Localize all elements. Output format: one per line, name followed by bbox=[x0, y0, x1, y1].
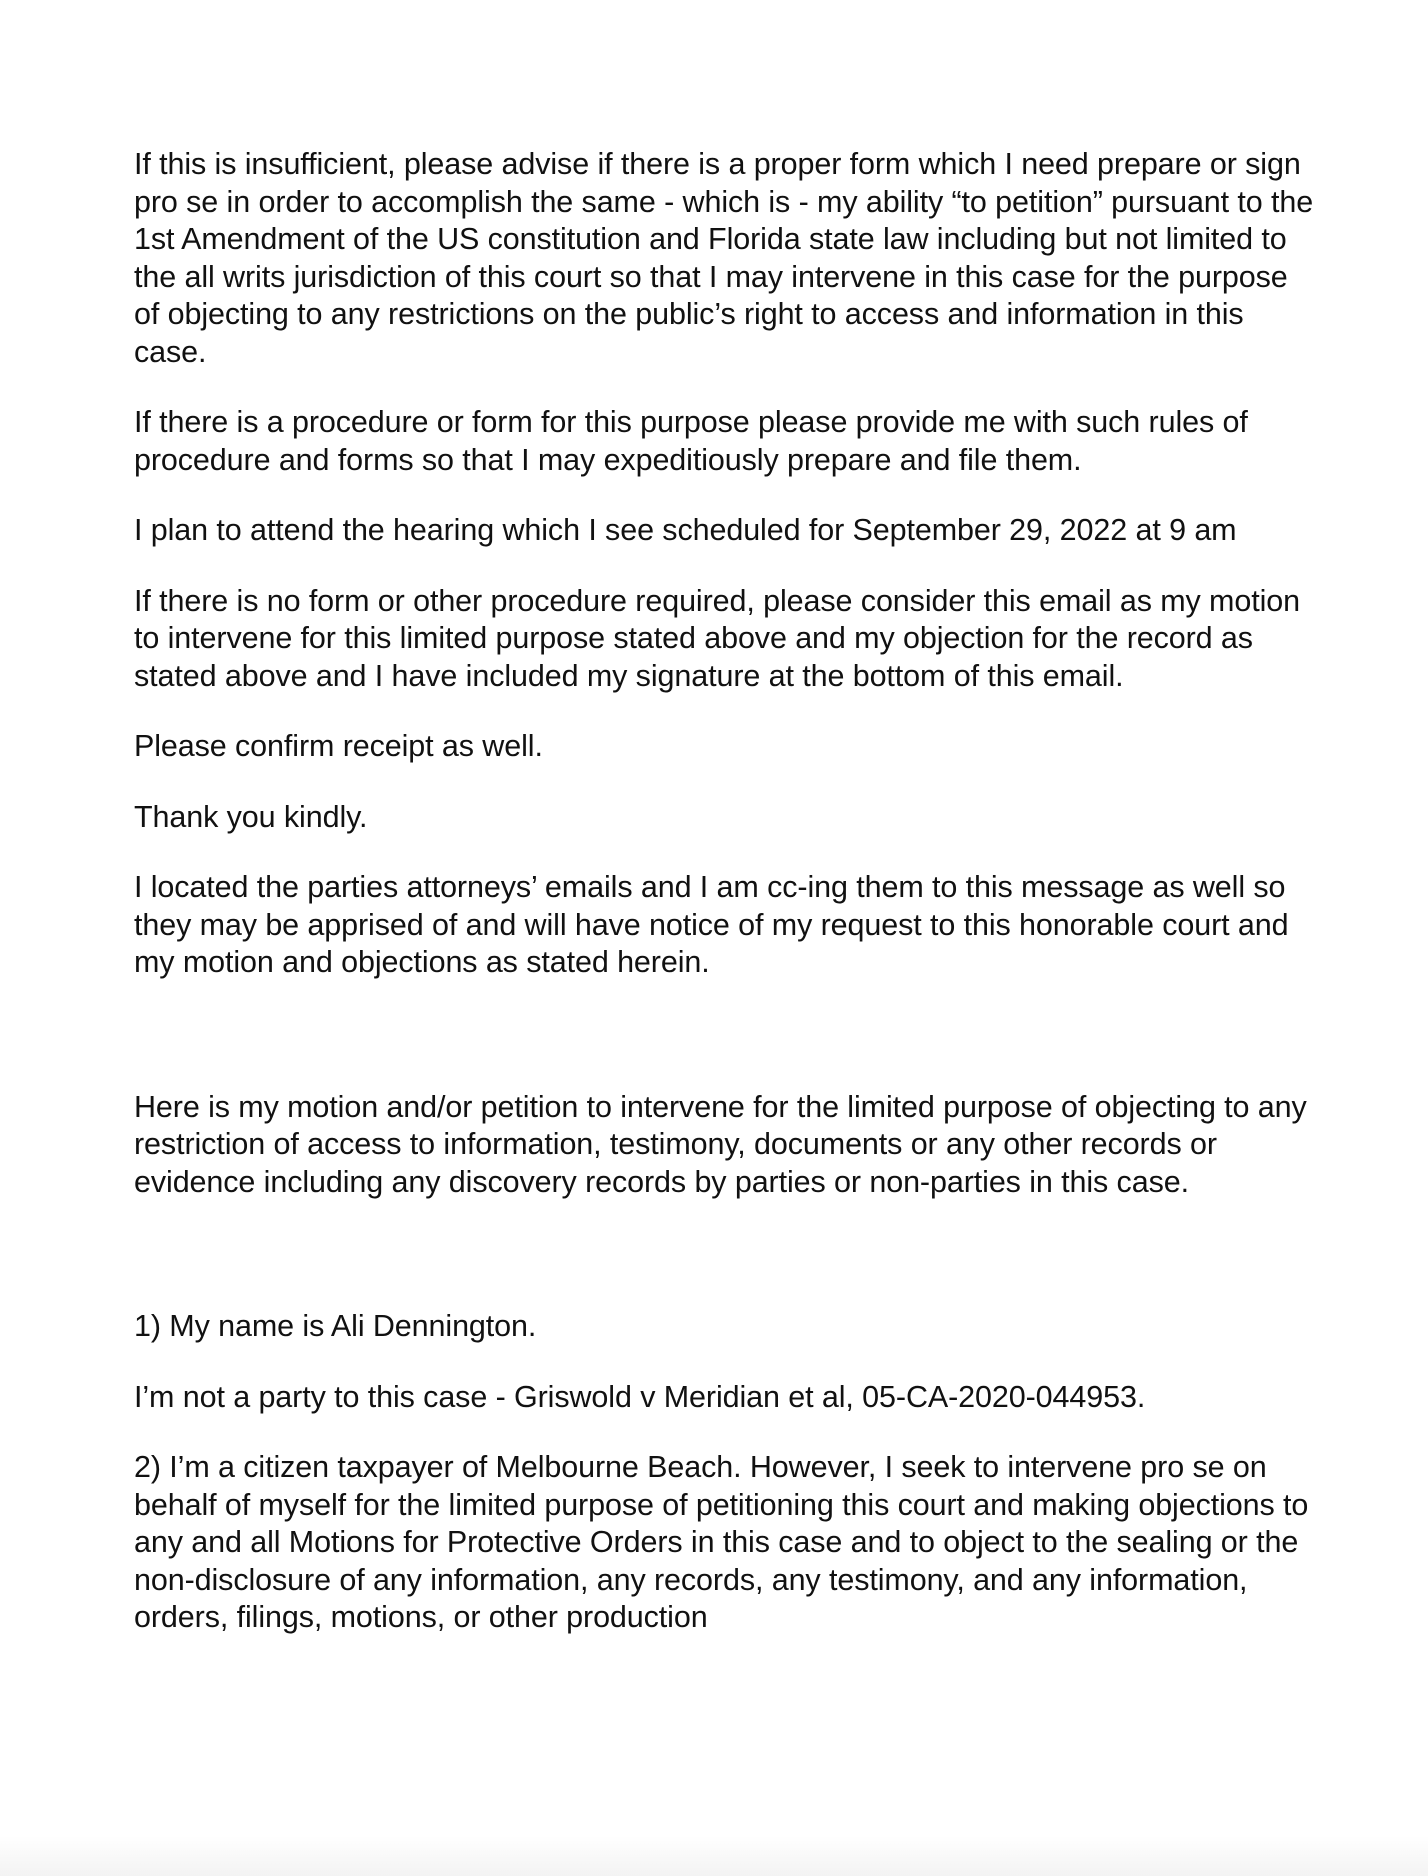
paragraph-cc-attorneys: I located the parties attorneys’ emails and I am cc-ing them to this message as well so they may be apprised of and will have notice of my request to this honorable court and my motion and objections as stated herein. bbox=[134, 870, 1289, 979]
paragraph-item-2-citizen: 2) I’m a citizen taxpayer of Melbourne Beach. However, I seek to intervene pro se on behalf of myself for the limited purpose of petitioning this court and making objections to any and all Motions for Protective Orders in this case and to object to the sealing or the non-disclosure of any information, any records, any testimony, and any information, orders, filings, motions, or other production bbox=[134, 1450, 1309, 1634]
paragraph-item-1-name: 1) My name is Ali Dennington. bbox=[134, 1309, 537, 1343]
paragraph-insufficient-advise: If this is insufficient, please advise if there is a proper form which I need prepare or sign pro se in order to accomplish the same - which is - my ability “to petition” pursuant to the 1st Amendment of the US constitution and Florida state law including but not limited to the all writs jurisdiction of this court so that I may intervene in this case for the purpose of objecting to any restrictions on the public’s right to access and information in this case. bbox=[134, 147, 1314, 369]
paragraph-procedure-request: If there is a procedure or form for this purpose please provide me with such rules of procedure and forms so that I may expeditiously prepare and file them. bbox=[134, 405, 1248, 477]
paragraph-confirm-receipt: Please confirm receipt as well. bbox=[134, 729, 543, 763]
paragraph-motion-to-intervene: If there is no form or other procedure required, please consider this email as my motion to intervene for this limited purpose stated above and my objection for the record as stated above and I have included my signature at the bottom of this email. bbox=[134, 583, 1301, 693]
paragraph-motion-intro: Here is my motion and/or petition to intervene for the limited purpose of objecting to any restriction of access to information, testimony, documents or any other records or evidence including any discovery records by parties or non-parties in this case. bbox=[134, 1089, 1307, 1199]
paragraph-thanks: Thank you kindly. bbox=[134, 799, 368, 834]
paragraph-not-a-party: I’m not a party to this case - Griswold v Meridian et al, 05-CA-2020-044953. bbox=[134, 1379, 1146, 1414]
paragraph-hearing-attendance: I plan to attend the hearing which I see scheduled for September 29, 2022 at 9 am bbox=[134, 513, 1237, 547]
document-body bbox=[134, 146, 1314, 1670]
page-bottom-shadow bbox=[0, 1836, 1428, 1876]
